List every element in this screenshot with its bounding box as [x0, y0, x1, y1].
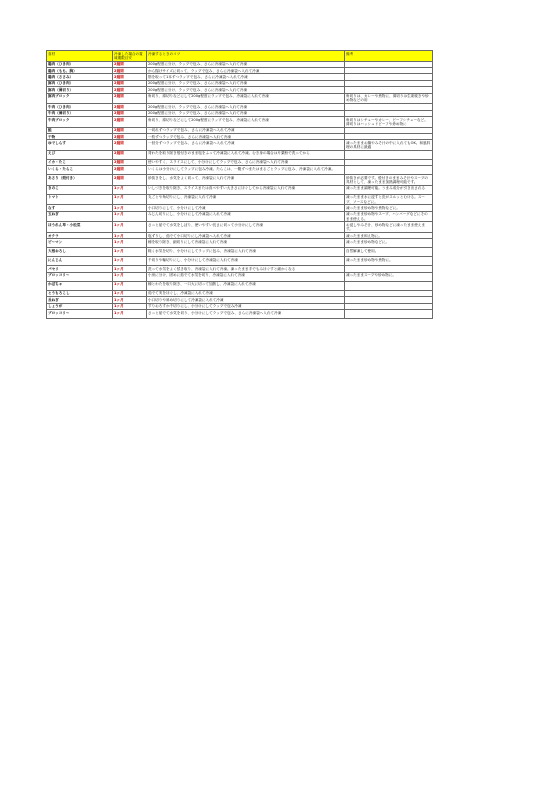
- ingredient-cell: 豚肉（薄切り）: [47, 87, 113, 93]
- table-row: [47, 140, 433, 151]
- tip-cell: 一切れずつラップで包み、さらに冷凍袋へ入れて冷凍: [147, 127, 345, 133]
- spreadsheet: [46, 50, 432, 319]
- tip-cell: 種を取り除き、細切りにして冷凍袋に入れて冷凍: [147, 239, 345, 248]
- table-row: [47, 93, 433, 104]
- note-cell: 自然解凍して使用。: [345, 248, 433, 257]
- freezing-guide-table: [46, 50, 433, 319]
- tip-cell: すりおろすか千切りにし、小分けにしてラップで包み冷凍: [147, 303, 345, 309]
- table-row: [47, 116, 433, 127]
- note-cell: 凍ったまま炒め物や煮物に。: [345, 257, 433, 266]
- header-notes: 備考: [345, 51, 433, 62]
- ingredient-cell: イカ・たこ: [47, 159, 113, 165]
- ingredient-cell: ゆでしらす: [47, 140, 113, 151]
- header-tips: 冷凍するときのコツ: [147, 51, 345, 62]
- shelf-life-cell: 1ヶ月: [113, 205, 147, 211]
- shelf-life-cell: 2週間: [113, 116, 147, 127]
- note-cell: [345, 150, 433, 159]
- note-cell: 凍ったまま炒め物などに。: [345, 239, 433, 248]
- note-cell: [345, 166, 433, 175]
- tip-cell: 種とわたを取り除き、一口大に切って加熱し、冷凍袋に入れて冷凍: [147, 281, 345, 290]
- tip-cell: 200g程度に分け、ラップで包み、さらに冷凍袋へ入れて冷凍: [147, 61, 345, 67]
- ingredient-cell: 玉ねぎ: [47, 211, 113, 222]
- tip-cell: 千切りや輪切りにし、小分けにして冷凍袋に入れて冷凍: [147, 257, 345, 266]
- shelf-life-cell: 1ヶ月: [113, 233, 147, 239]
- header-ingredient: 食材: [47, 51, 113, 62]
- table-row: [47, 272, 433, 281]
- tip-cell: 丸ごとや角切りにし、冷凍袋に入れて冷凍: [147, 194, 345, 205]
- ingredient-cell: 鶏肉（もも、胸）: [47, 67, 113, 73]
- ingredient-cell: あさり（殻付き）: [47, 175, 113, 186]
- tip-cell: 200g程度に分け、ラップで包み、さらに冷凍袋へ入れて冷凍: [147, 80, 345, 86]
- shelf-life-cell: 2週間: [113, 104, 147, 110]
- note-cell: 凍ったまま炒め物やスープ、ハンバーグなどにそのまま使える。: [345, 211, 433, 222]
- shelf-life-cell: 2週間: [113, 67, 147, 73]
- ingredient-cell: きのこ: [47, 185, 113, 194]
- tip-cell: 小房に分け、固めに茹でて水気を切り、冷凍袋に入れて冷凍: [147, 272, 345, 281]
- tip-cell: いくらは小分けにしてラップに包み冷凍。たらこは、一腹ずつまたはまるごとラップに包み、冷凍袋に入れて冷凍。: [147, 166, 345, 175]
- shelf-life-cell: 2週間: [113, 110, 147, 116]
- shelf-life-cell: 2週間: [113, 166, 147, 175]
- tip-cell: 200g程度に分け、ラップで包み、さらに冷凍袋へ入れて冷凍: [147, 110, 345, 116]
- shelf-life-cell: 2週間: [113, 150, 147, 159]
- note-cell: 凍ったまま和え物に。: [345, 233, 433, 239]
- ingredient-cell: 鶏肉（ささみ）: [47, 74, 113, 80]
- shelf-life-cell: 2週間: [113, 133, 147, 139]
- shelf-life-cell: 2週間: [113, 159, 147, 165]
- shelf-life-cell: 1ヶ月: [113, 297, 147, 303]
- shelf-life-cell: 1ヶ月: [113, 272, 147, 281]
- tip-cell: から揚げサイズに切って、ラップで包み、さらに冷凍袋へ入れて冷凍: [147, 67, 345, 73]
- ingredient-cell: なす: [47, 205, 113, 211]
- tip-cell: 使いやすく、スライスにして、小分けにしてラップで包み、さらに冷凍袋へ入れて冷凍: [147, 159, 345, 165]
- table-row: [47, 211, 433, 222]
- note-cell: [345, 281, 433, 290]
- ingredient-cell: ブロッコリー: [47, 272, 113, 281]
- ingredient-cell: 豚肉（ひき肉）: [47, 80, 113, 86]
- note-cell: 砂抜きが必要です。殻付きのままみそ汁やスープの具材として、凍ったまま加熱調理可能です。: [345, 175, 433, 186]
- shelf-life-cell: 2週間: [113, 87, 147, 93]
- tip-cell: 軽く水気を切り、小分けにしてラップに包み、冷凍袋に入れて冷凍: [147, 248, 345, 257]
- ingredient-cell: とうもろこし: [47, 290, 113, 296]
- ingredient-cell: かぼちゃ: [47, 281, 113, 290]
- ingredient-cell: オクラ: [47, 233, 113, 239]
- tip-cell: 砂抜きをし、水気をよく切って、冷凍袋に入れて冷凍: [147, 175, 345, 186]
- table-row: [47, 310, 433, 319]
- tip-cell: 茹でて実をほぐし、冷凍袋に入れて冷凍: [147, 290, 345, 296]
- table-row: [47, 257, 433, 266]
- shelf-life-cell: 1ヶ月: [113, 222, 147, 233]
- table-row: [47, 175, 433, 186]
- note-cell: 凍ったまま水に浸すと皮がスルッとむける。スープ、ソースなどに。: [345, 194, 433, 205]
- ingredient-cell: パセリ: [47, 266, 113, 272]
- note-cell: お浸しやみそ汁、炒め物などに凍ったまま使えます。: [345, 222, 433, 233]
- shelf-life-cell: 1ヶ月: [113, 248, 147, 257]
- tip-cell: いしづきを取り除き、スライスまたは食べやすい大きさにほぐしてから冷凍袋に入れて冷凍: [147, 185, 345, 194]
- ingredient-cell: にんじん: [47, 257, 113, 266]
- shelf-life-cell: 1ヶ月: [113, 281, 147, 290]
- shelf-life-cell: 2週間: [113, 80, 147, 86]
- ingredient-cell: トマト: [47, 194, 113, 205]
- note-cell: 角切りはシチューやカレー、ビーフシチューなど。薄切りはハッシュドビーフや炒め物に: [345, 116, 433, 127]
- shelf-life-cell: 1ヶ月: [113, 239, 147, 248]
- ingredient-cell: しょうが: [47, 303, 113, 309]
- ingredient-cell: 豚肉ブロック: [47, 93, 113, 104]
- ingredient-cell: 長ねぎ: [47, 297, 113, 303]
- shelf-life-cell: 2週間: [113, 61, 147, 67]
- header-shelf-life: 冷凍した場合の賞味期限目安: [113, 51, 147, 62]
- shelf-life-cell: 1ヶ月: [113, 266, 147, 272]
- table-row: [47, 185, 433, 194]
- ingredient-cell: 干物: [47, 133, 113, 139]
- note-cell: 凍ったままスープや炒め物に。: [345, 272, 433, 281]
- ingredient-cell: 大根おろし: [47, 248, 113, 257]
- ingredient-cell: ほうれん草・小松菜: [47, 222, 113, 233]
- tip-cell: 角切り、薄切りなどにして200g程度にラップで包み、冷凍袋に入れて冷凍: [147, 93, 345, 104]
- shelf-life-cell: 1ヶ月: [113, 310, 147, 319]
- note-cell: 凍ったまま炒め物や煮物などに。: [345, 205, 433, 211]
- tip-cell: 塩ずりし、茹でて小口切りにし冷凍袋へ入れて冷凍: [147, 233, 345, 239]
- tip-cell: 洗って水気をよく拭き取り、冷凍袋に入れて冷凍。凍ったまま手でもみほぐすと細かくなる: [147, 266, 345, 272]
- tip-cell: 一枚ずつラップで包み、さらに冷凍袋へ入れて冷凍: [147, 133, 345, 139]
- shelf-life-cell: 2週間: [113, 140, 147, 151]
- table-row: [47, 150, 433, 159]
- note-cell: [345, 310, 433, 319]
- shelf-life-cell: 1ヶ月: [113, 257, 147, 266]
- tip-cell: 200g程度に分け、ラップで包み、さらに冷凍袋へ入れて冷凍: [147, 104, 345, 110]
- header-row: [47, 51, 433, 62]
- tip-cell: 200g程度に分け、ラップで包み、さらに冷凍袋へ入れて冷凍: [147, 87, 345, 93]
- tip-cell: みじん切りにし、小分けにして冷凍袋に入れて冷凍: [147, 211, 345, 222]
- ingredient-cell: えび: [47, 150, 113, 159]
- tip-cell: 小口切りにして、小分けにして冷凍: [147, 205, 345, 211]
- shelf-life-cell: 2週間: [113, 127, 147, 133]
- table-row: [47, 194, 433, 205]
- note-cell: 凍ったまま調理可能。うまみ成分が引き出される: [345, 185, 433, 194]
- shelf-life-cell: 1ヶ月: [113, 211, 147, 222]
- ingredient-cell: ピーマン: [47, 239, 113, 248]
- shelf-life-cell: 1ヶ月: [113, 290, 147, 296]
- note-cell: 角切りは、カレーや煮物に、薄切りは生姜焼きや炒め物などの用: [345, 93, 433, 104]
- table-row: [47, 248, 433, 257]
- ingredient-cell: 鶏肉（ひき肉）: [47, 61, 113, 67]
- tip-cell: 背わたを取り除き殻付きのまま塩をふって冷凍袋に入れて冷凍。むき身の場合は片栗粉で洗ってから: [147, 150, 345, 159]
- tip-cell: 筋を取って1本ずつラップで包み、さらに冷凍袋へ入れて冷凍: [147, 74, 345, 80]
- shelf-life-cell: 2週間: [113, 93, 147, 104]
- ingredient-cell: いくら・たらこ: [47, 166, 113, 175]
- shelf-life-cell: 1ヶ月: [113, 303, 147, 309]
- table-row: [47, 166, 433, 175]
- shelf-life-cell: 2週間: [113, 175, 147, 186]
- table-row: [47, 281, 433, 290]
- shelf-life-cell: 1ヶ月: [113, 194, 147, 205]
- shelf-life-cell: 2週間: [113, 74, 147, 80]
- ingredient-cell: 牛肉ブロック: [47, 116, 113, 127]
- note-cell: 凍ったままお鍋やみそ汁の中に入れてもOK。和風料理の具材に最適: [345, 140, 433, 151]
- shelf-life-cell: 1ヶ月: [113, 185, 147, 194]
- ingredient-cell: 牛肉（薄切り）: [47, 110, 113, 116]
- ingredient-cell: 牛肉（ひき肉）: [47, 104, 113, 110]
- ingredient-cell: ブロッコリー: [47, 310, 113, 319]
- tip-cell: 一回分ずつラップで包み、さらに冷凍袋へ入れて冷凍: [147, 140, 345, 151]
- tip-cell: 小口切りや斜め切りにして冷凍袋に入れて冷凍: [147, 297, 345, 303]
- tip-cell: さっと茹でて水気を切り、小分けにしてラップで包み、さらに冷凍袋へ入れて冷凍: [147, 310, 345, 319]
- ingredient-cell: 鮭: [47, 127, 113, 133]
- table-row: [47, 222, 433, 233]
- tip-cell: さっと茹でて水気をしぼり、使いやすい長さに切って小分けにして冷凍: [147, 222, 345, 233]
- tip-cell: 角切り、薄切りなどにして200g程度にラップで包み、冷凍袋に入れて冷凍: [147, 116, 345, 127]
- table-row: [47, 239, 433, 248]
